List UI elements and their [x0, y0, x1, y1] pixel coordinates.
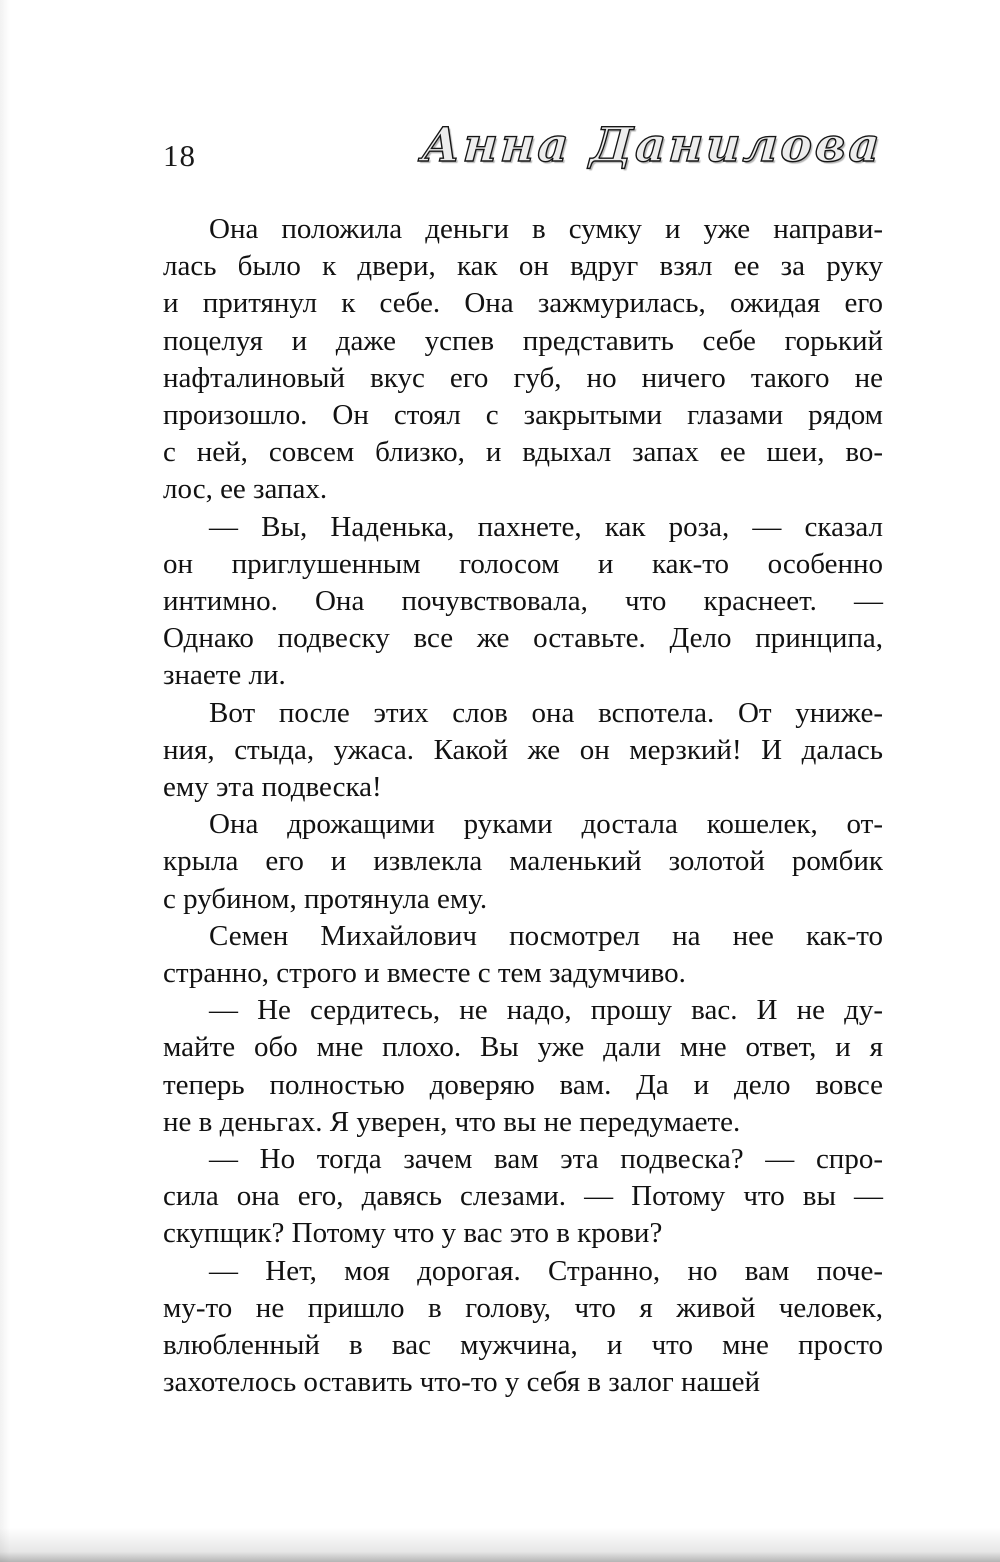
text-line: му-то не пришло в голову, что я живой человек,	[163, 1291, 883, 1324]
text-line: — Не сердитесь, не надо, прошу вас. И не ду-	[209, 994, 883, 1027]
text-line: скупщик? Потому что у вас это в крови?	[163, 1217, 663, 1250]
text-line: лос, ее запах.	[163, 473, 328, 506]
text-line: странно, строго и вместе с тем задумчиво.	[163, 957, 686, 990]
text-line: и притянул к себе. Она зажмурилась, ожидая его	[163, 287, 883, 320]
text-line: не в деньгах. Я уверен, что вы не передумаете.	[163, 1105, 741, 1138]
text-line: поцелуя и даже успев представить себе горький	[163, 324, 883, 357]
text-line: Однако подвеску все же оставьте. Дело принципа,	[163, 622, 883, 655]
text-line: сила она его, давясь слезами. — Потому что вы —	[163, 1180, 883, 1213]
text-line: ему эта подвеска!	[163, 771, 382, 804]
text-line: ния, стыда, ужаса. Какой же он мерзкий! И далась	[163, 733, 883, 766]
text-line: Семен Михайлович посмотрел на нее как-то	[209, 919, 883, 952]
text-line: майте обо мне плохо. Вы уже дали мне ответ, и я	[163, 1031, 883, 1064]
text-line: с рубином, протянула ему.	[163, 882, 488, 915]
text-line: он приглушенным голосом и как-то особенно	[163, 547, 883, 580]
text-line: — Нет, моя дорогая. Странно, но вам поче-	[209, 1254, 883, 1287]
text-line: знаете ли.	[163, 659, 286, 692]
paragraph	[163, 992, 883, 1141]
paragraph	[163, 918, 883, 992]
paragraph	[163, 695, 883, 807]
paragraph	[163, 806, 883, 918]
body-text	[163, 211, 883, 1402]
text-line: захотелось оставить что-то у себя в залог нашей	[163, 1366, 761, 1399]
paragraph	[163, 1253, 883, 1402]
text-line: лась было к двери, как он вдруг взял ее за руку	[163, 250, 883, 283]
text-line: нафталиновый вкус его губ, но ничего такого не	[163, 361, 883, 394]
running-header-author: Анна Данилова	[419, 118, 884, 173]
text-line: — Но тогда зачем вам эта подвеска? — спро-	[209, 1143, 883, 1176]
text-line: влюбленный в вас мужчина, и что мне просто	[163, 1329, 883, 1362]
text-line: произошло. Он стоял с закрытыми глазами рядом	[163, 399, 883, 432]
paragraph	[163, 211, 883, 509]
paragraph	[163, 509, 883, 695]
text-line: с ней, совсем близко, и вдыхал запах ее шеи, во-	[163, 436, 883, 469]
scan-edge-shadow-left	[0, 0, 10, 1562]
text-line: интимно. Она почувствовала, что краснеет. —	[163, 585, 883, 618]
text-line: Она дрожащими руками достала кошелек, от-	[209, 808, 883, 841]
text-line: Вот после этих слов она вспотела. От униже-	[209, 696, 883, 729]
text-line: — Вы, Наденька, пахнете, как роза, — сказал	[209, 510, 883, 543]
text-line: Она положила деньги в сумку и уже направи-	[209, 213, 883, 245]
paragraph	[163, 1141, 883, 1253]
page-number: 18	[163, 138, 196, 173]
text-line: теперь полностью доверяю вам. Да и дело вовсе	[163, 1068, 883, 1101]
text-line: крыла его и извлекла маленький золотой ромбик	[163, 845, 883, 878]
scan-edge-shadow-bottom	[0, 1528, 1000, 1562]
